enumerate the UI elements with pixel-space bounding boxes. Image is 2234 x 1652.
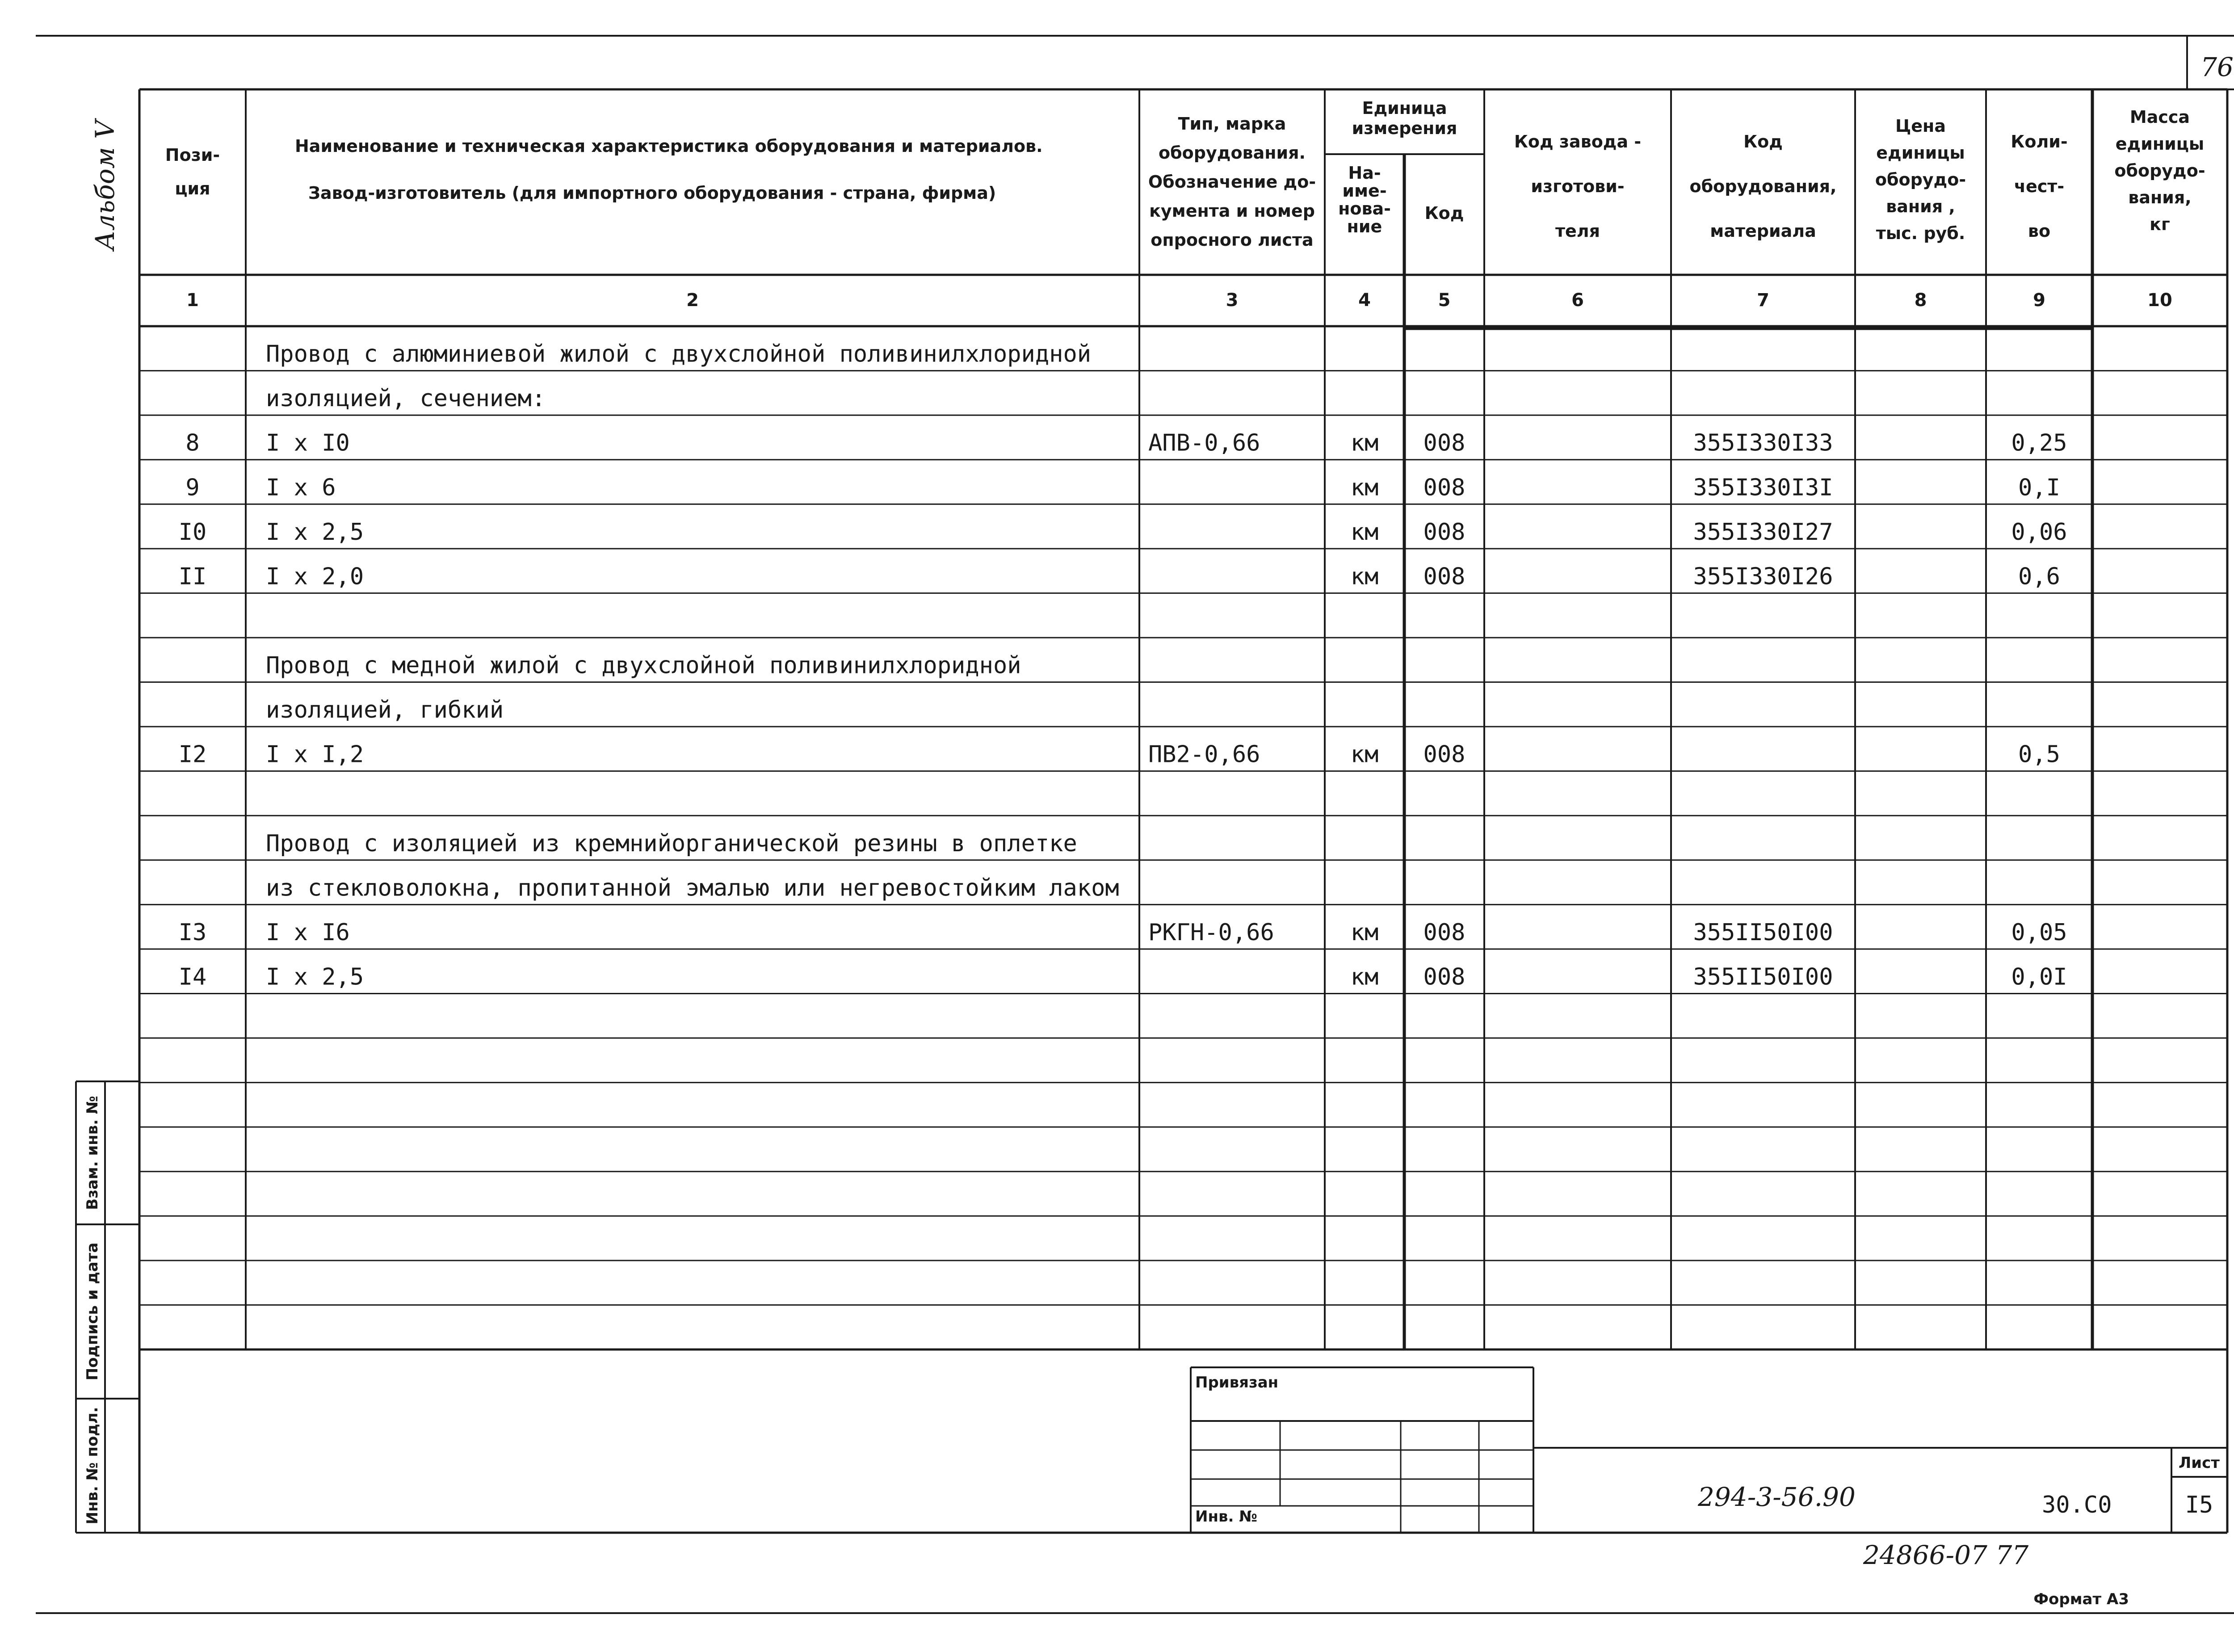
section-heading: изоляцией, гибкий	[266, 697, 504, 724]
wire-section: I x 6	[266, 474, 336, 501]
wire-section: I x 2,0	[266, 563, 364, 590]
type-mark: ПВ2-0,66	[1148, 741, 1260, 768]
header-position: ция	[175, 179, 210, 198]
section-heading: Провод с изоляцией из кремнийорганической резины в оплетке	[266, 830, 1077, 857]
archive-number: 24866-07 77	[1863, 1540, 2029, 1570]
type-mark: АПВ-0,66	[1148, 429, 1260, 457]
header-type: оборудования.	[1159, 143, 1306, 163]
header-unit-name: име-	[1342, 181, 1387, 201]
attached-label: Привязан	[1195, 1374, 1279, 1391]
column-number: 9	[2033, 290, 2045, 311]
header-type: кумента и номер	[1149, 201, 1315, 221]
column-number-row	[186, 290, 2172, 311]
unit-code: 008	[1423, 518, 1466, 546]
corner-sheet-number: 76	[2200, 52, 2234, 82]
unit-name: км	[1350, 741, 1379, 768]
document-code: 294-3-56.90	[1698, 1482, 1856, 1512]
unit-code: 008	[1423, 429, 1466, 457]
type-mark: РКГН-0,66	[1148, 919, 1274, 946]
quantity: 0,25	[2011, 429, 2067, 457]
wire-section: I x 2,5	[266, 963, 364, 991]
header-unit-name: На-	[1348, 163, 1381, 183]
header-price: вания ,	[1886, 197, 1955, 216]
unit-code: 008	[1423, 963, 1466, 991]
header-unit-group: Единица	[1362, 98, 1447, 118]
header-name: Наименование и техническая характеристика оборудования и материалов.	[295, 136, 1043, 156]
wire-section: I x I0	[266, 429, 350, 457]
column-number: 2	[686, 290, 699, 311]
header-unit-name: ние	[1347, 217, 1382, 236]
section-code: 30.С0	[2042, 1492, 2112, 1518]
header-quantity: Коли-	[2011, 132, 2068, 151]
inv-label: Инв. №	[1195, 1508, 1258, 1526]
header-quantity: чест-	[2014, 177, 2065, 196]
position-number: 8	[185, 429, 200, 457]
header-factory-code: Код завода -	[1514, 132, 1642, 151]
section-heading: из стекловолокна, пропитанной эмалью или негревостойким лаком	[266, 874, 1119, 902]
unit-name: км	[1350, 563, 1379, 590]
unit-name: км	[1350, 963, 1379, 991]
header-mass: единицы	[2115, 134, 2205, 154]
unit-code: 008	[1423, 563, 1466, 590]
material-code: 355I330I3I	[1693, 474, 1833, 501]
unit-name: км	[1350, 474, 1379, 501]
section-heading: изоляцией, сечением:	[266, 385, 546, 412]
position-number: I2	[178, 741, 207, 768]
header-type: Тип, марка	[1178, 114, 1286, 134]
stamp-label: Взам. инв. №	[84, 1096, 101, 1210]
table-header	[165, 98, 2205, 250]
material-code: 355I330I26	[1693, 563, 1833, 590]
position-number: I0	[178, 518, 207, 546]
header-mass: вания,	[2128, 188, 2192, 207]
footer	[1863, 1540, 2129, 1608]
header-price: единицы	[1876, 143, 1965, 163]
section-heading: Провод с алюминиевой жилой с двухслойной поливинилхлоридной	[266, 340, 1092, 368]
position-number: I3	[178, 919, 207, 946]
position-number: I4	[178, 963, 207, 991]
frame-lines	[36, 36, 2234, 1613]
unit-name: км	[1350, 518, 1379, 546]
header-factory-code: теля	[1555, 221, 1600, 241]
unit-code: 008	[1423, 474, 1466, 501]
quantity: 0,6	[2018, 563, 2060, 590]
header-mass: оборудо-	[2114, 161, 2205, 181]
unit-name: км	[1350, 919, 1379, 946]
material-code: 355I330I33	[1693, 429, 1833, 457]
header-unit-name: нова-	[1338, 199, 1391, 219]
header-price: Цена	[1895, 116, 1946, 136]
header-material-code: материала	[1710, 221, 1816, 241]
section-heading: Провод с медной жилой с двухслойной поливинилхлоридной	[266, 652, 1021, 679]
material-code: 355I330I27	[1693, 518, 1833, 546]
quantity: 0,0I	[2011, 963, 2067, 991]
header-price: оборудо-	[1875, 170, 1966, 189]
unit-name: км	[1350, 429, 1379, 457]
header-quantity: во	[2028, 221, 2051, 241]
header-type: опросного листа	[1151, 230, 1314, 250]
wire-section: I x I,2	[266, 741, 364, 768]
header-unit-code: Код	[1424, 203, 1464, 223]
wire-section: I x I6	[266, 919, 350, 946]
album-label: Альбом V	[90, 120, 120, 250]
header-mass: кг	[2150, 214, 2170, 234]
quantity: 0,05	[2011, 919, 2067, 946]
sheet-label: Лист	[2179, 1454, 2220, 1472]
column-number: 8	[1914, 290, 1927, 311]
unit-code: 008	[1423, 919, 1466, 946]
header-manufacturer: Завод-изготовитель (для импортного оборудования - страна, фирма)	[308, 183, 996, 203]
stamp-label: Подпись и дата	[84, 1242, 101, 1381]
quantity: 0,06	[2011, 518, 2067, 546]
header-material-code: оборудования,	[1689, 177, 1837, 196]
quantity: 0,5	[2018, 741, 2060, 768]
position-number: II	[178, 563, 207, 590]
header-factory-code: изготови-	[1531, 177, 1625, 196]
column-number: 7	[1757, 290, 1769, 311]
column-number: 5	[1438, 290, 1451, 311]
column-number: 3	[1226, 290, 1239, 311]
format-label: Формат А3	[2033, 1590, 2129, 1608]
header-type: Обозначение до-	[1148, 172, 1316, 192]
column-number: 4	[1358, 290, 1371, 311]
stamp-label: Инв. № подл.	[84, 1407, 101, 1525]
column-number: 10	[2147, 290, 2172, 311]
column-number: 1	[186, 290, 199, 311]
header-position: Пози-	[165, 145, 220, 165]
column-number: 6	[1571, 290, 1584, 311]
material-code: 355II50I00	[1693, 963, 1833, 991]
wire-section: I x 2,5	[266, 518, 364, 546]
table-body	[139, 341, 2227, 1305]
header-mass: Масса	[2129, 107, 2190, 127]
header-material-code: Код	[1743, 132, 1783, 151]
header-unit-group: измерения	[1352, 118, 1457, 138]
quantity: 0,I	[2018, 474, 2060, 501]
unit-code: 008	[1423, 741, 1466, 768]
title-block	[1191, 1367, 2227, 1533]
material-code: 355II50I00	[1693, 919, 1833, 946]
sheet-number: I5	[2185, 1492, 2213, 1518]
header-price: тыс. руб.	[1876, 223, 1965, 243]
position-number: 9	[185, 474, 200, 501]
